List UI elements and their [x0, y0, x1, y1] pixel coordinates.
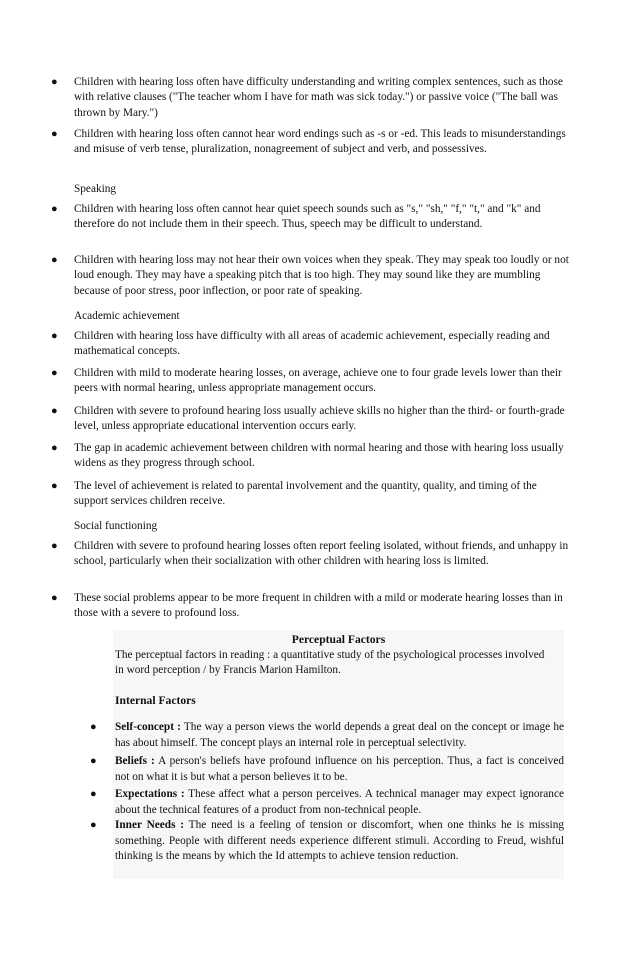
list-item — [51, 404, 571, 435]
list-item-text: The gap in academic achievement between children with normal hearing and those with hearing loss usually widens as they progress through school. — [74, 442, 564, 470]
list-item — [51, 539, 571, 570]
list-item-text — [115, 754, 564, 785]
list-item — [51, 329, 571, 360]
list-item-text — [115, 787, 564, 818]
bullet-icon: ● — [51, 540, 58, 552]
list-item — [90, 787, 564, 818]
perceptual-factors-title: Perceptual Factors — [291, 633, 386, 646]
bullet-icon: ● — [51, 405, 58, 417]
list-item — [90, 754, 564, 785]
bullet-icon: ● — [51, 128, 58, 140]
list-item-text: Children with hearing loss often cannot hear word endings such as -s or -ed. This leads to misunderstandings and misuse of verb tense, pluralization, nonagreement of subject and verb, and possessives. — [74, 128, 566, 156]
list-item-text — [115, 818, 564, 865]
list-item — [51, 441, 571, 472]
list-item — [90, 720, 564, 751]
factor-term: Expectations : — [115, 788, 185, 800]
bullet-icon: ● — [51, 203, 58, 215]
list-item-text: These social problems appear to be more frequent in children with a mild or moderate hearing losses than in those with a severe to profound loss. — [74, 592, 563, 620]
list-item — [51, 591, 571, 622]
bullet-icon: ● — [51, 480, 58, 492]
list-item — [51, 75, 571, 121]
bullet-icon: ● — [90, 819, 97, 831]
bullet-icon: ● — [90, 755, 97, 767]
list-item — [51, 253, 571, 299]
bullet-icon: ● — [51, 367, 58, 379]
section-heading-social: Social functioning — [74, 520, 158, 532]
bullet-icon: ● — [51, 442, 58, 454]
factor-description: The need is a feeling of tension or discomfort, when one thinks he is missing something. People with different needs experience different stimuli. According to Freud, wishful thinking is the means by which the Id attempts to achieve tension reduction. — [115, 819, 564, 863]
factor-description: These affect what a person perceives. A technical manager may expect ignorance about the technical features of a product from non-technical people. — [115, 788, 564, 816]
bullet-icon: ● — [90, 788, 97, 800]
factor-term: Self-concept : — [115, 721, 181, 733]
list-item — [90, 818, 564, 865]
list-item-text: Children with severe to profound hearing losses often report feeling isolated, without friends, and unhappy in school, particularly when their socialization with other children with hearing loss is limited. — [74, 540, 569, 568]
bullet-icon: ● — [51, 592, 58, 604]
bullet-icon: ● — [51, 330, 58, 342]
list-item — [51, 479, 571, 510]
factor-description: The way a person views the world depends a great deal on the concept or image he has about himself. The concept plays an internal role in perceptual selectivity. — [115, 721, 564, 749]
factor-term: Inner Needs : — [115, 819, 185, 831]
list-item-text: Children with severe to profound hearing loss usually achieve skills no higher than the third- or fourth-grade level, unless appropriate educational intervention occurs early. — [74, 405, 565, 433]
bullet-icon: ● — [90, 721, 97, 733]
section-heading-speaking: Speaking — [74, 183, 117, 195]
list-item-text: The level of achievement is related to parental involvement and the quantity, quality, and timing of the support services children receive. — [74, 480, 537, 508]
bullet-icon: ● — [51, 76, 58, 88]
list-item-text: Children with mild to moderate hearing losses, on average, achieve one to four grade levels lower than their peers with normal hearing, unless appropriate management occurs. — [74, 367, 562, 395]
list-item-text: Children with hearing loss often have difficulty understanding and writing complex sentences, such as those with relative clauses ("The teacher whom I have for math was sick today.") or passive voice ("The ball was thrown by Mary.") — [74, 76, 563, 119]
list-item-text: Children with hearing loss have difficulty with all areas of academic achievement, especially reading and mathematical concepts. — [74, 330, 550, 358]
list-item-text: Children with hearing loss often cannot hear quiet speech sounds such as "s," "sh," "f," "t," and "k" and therefore do not include them in their speech. Thus, speech may be difficult to understand. — [74, 203, 541, 231]
list-item-text — [115, 720, 564, 751]
list-item — [51, 366, 571, 397]
internal-factors-heading: Internal Factors — [115, 694, 196, 707]
list-item-text: Children with hearing loss may not hear their own voices when they speak. They may speak too loudly or not loud enough. They may have a speaking pitch that is too high. They may sound like they are mumbling because of poor stress, poor inflection, or poor rate of speaking. — [74, 254, 569, 297]
bullet-icon: ● — [51, 254, 58, 266]
list-item — [51, 127, 571, 158]
factor-term: Beliefs : — [115, 755, 155, 767]
list-item — [51, 202, 571, 233]
section-heading-academic: Academic achievement — [74, 310, 180, 322]
factor-description: A person's beliefs have profound influence on his perception. Thus, a fact is conceived not on what it is but what a person believes it to be. — [115, 755, 564, 783]
perceptual-factors-citation: The perceptual factors in reading : a quantitative study of the psychological processes involved in word perception / by Francis Marion Hamilton. — [115, 649, 545, 677]
